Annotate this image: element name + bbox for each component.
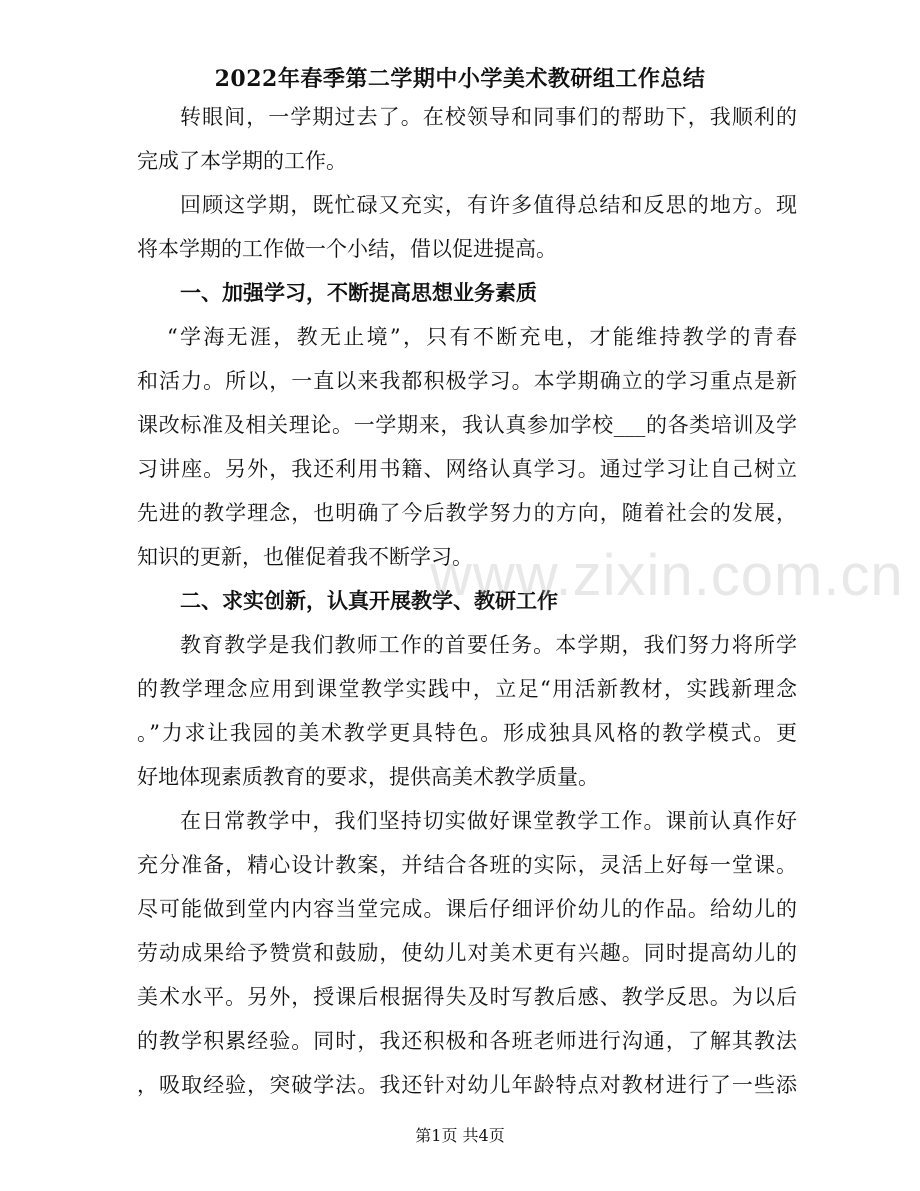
paragraph-line: 在日常教学中，我们坚持切实做好课堂教学工作。课前认真作好	[180, 809, 797, 833]
paragraph-line: 充分准备，精心设计教案，并结合各班的实际，灵活上好每一堂课。	[137, 853, 797, 877]
section-heading-1: 一、加强学习，不断提高思想业务素质	[180, 280, 537, 305]
paragraph-line: 将本学期的工作做一个小结，借以促进提高。	[137, 237, 557, 261]
section-heading-2: 二、求实创新，认真开展教学、教研工作	[180, 588, 558, 613]
paragraph-line: 的教学理念应用到课堂教学实践中，立足“用活新教材，实践新理念	[137, 677, 797, 701]
paragraph-line: 和活力。所以，一直以来我都积极学习。本学期确立的学习重点是新	[137, 369, 797, 393]
paragraph-line: 教育教学是我们教师工作的首要任务。本学期，我们努力将所学	[180, 633, 797, 657]
paragraph-line: 习讲座。另外，我还利用书籍、网络认真学习。通过学习让自己树立	[137, 457, 797, 481]
paragraph-line: 劳动成果给予赞赏和鼓励，使幼儿对美术更有兴趣。同时提高幼儿的	[137, 941, 797, 965]
paragraph-line: 回顾这学期，既忙碌又充实，有许多值得总结和反思的地方。现	[180, 193, 797, 217]
paragraph-line: 转眼间，一学期过去了。在校领导和同事们的帮助下，我顺利的	[180, 105, 797, 129]
paragraph-line: 的教学积累经验。同时，我还积极和各班老师进行沟通，了解其教法	[137, 1029, 797, 1053]
paragraph-line: 。”力求让我园的美术教学更具特色。形成独具风格的教学模式。更	[137, 721, 797, 745]
paragraph-line: ，吸取经验，突破学法。我还针对幼儿年龄特点对教材进行了一些添	[137, 1073, 797, 1097]
paragraph-line: 先进的教学理念，也明确了今后教学努力的方向，随着社会的发展，	[137, 501, 797, 525]
paragraph-line: 知识的更新，也催促着我不断学习。	[137, 545, 473, 569]
page-footer: 第1页 共4页	[415, 1126, 505, 1145]
paragraph-line: 美术水平。另外，授课后根据得失及时写教后感、教学反思。为以后	[137, 985, 797, 1009]
paragraph-line: 尽可能做到堂内内容当堂完成。课后仔细评价幼儿的作品。给幼儿的	[137, 897, 797, 921]
paragraph-line: 课改标准及相关理论。一学期来，我认真参加学校___的各类培训及学	[137, 413, 797, 437]
watermark: www.zixin.com.cn	[430, 543, 904, 608]
paragraph-line: “学海无涯，教无止境”，只有不断充电，才能维持教学的青春	[167, 325, 797, 349]
document-title: 2022年春季第二学期中小学美术教研组工作总结	[214, 66, 706, 92]
paragraph-line: 完成了本学期的工作。	[137, 149, 347, 173]
paragraph-line: 好地体现素质教育的要求，提供高美术教学质量。	[137, 765, 599, 789]
